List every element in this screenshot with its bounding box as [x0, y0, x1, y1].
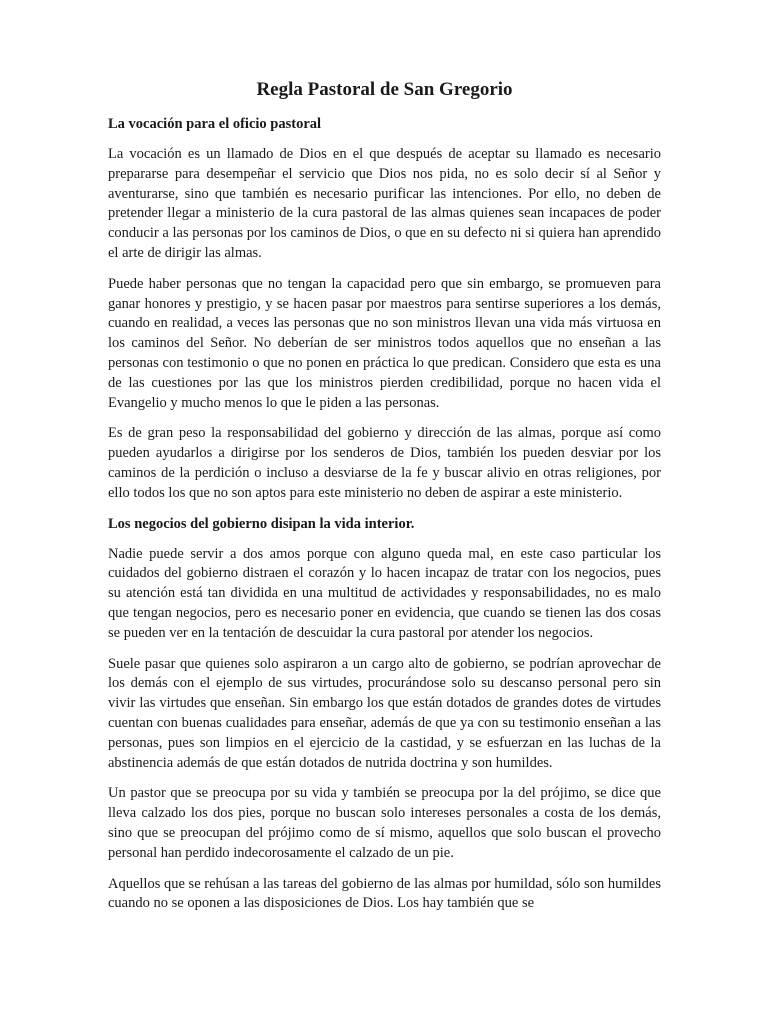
paragraph: Aquellos que se rehúsan a las tareas del gobierno de las almas por humildad, sólo son humildes cuando no se oponen a las disposiciones de Dios. Los hay también que se — [108, 875, 661, 912]
document-page — [108, 78, 661, 926]
paragraph: Puede haber personas que no tengan la capacidad pero que sin embargo, se promueven para ganar honores y prestigio, y se hacen pasar por maestros para sentirse superiores a los demás, cuando en realidad, a veces las personas que no son ministros llevan una vida más virtuosa en los caminos del Señor. No deberían de ser ministros todos aquellos que no enseñan a las personas con testimonio o que no ponen en práctica lo que predican. Considero que esta es una de las cuestiones por las que los ministros pierden credibilidad, porque no hacen vida el Evangelio y mucho menos lo que le piden a las personas. — [108, 275, 661, 411]
paragraph: Suele pasar que quienes solo aspiraron a un cargo alto de gobierno, se podrían aprovechar de los demás con el ejemplo de sus virtudes, procurándose solo su descanso personal pero sin vivir las virtudes que enseñan. Sin embargo los que están dotados de grandes dotes de virtudes cuentan con buenas cualidades para enseñar, además de que ya con su testimonio enseñan a las personas, pues son limpios en el ejercicio de la castidad, y se esfuerzan en las luchas de la abstinencia además de que están dotados de nutrida doctrina y son humildes. — [108, 655, 661, 771]
paragraph: Es de gran peso la responsabilidad del gobierno y dirección de las almas, porque así como pueden ayudarlos a dirigirse por los senderos de Dios, también los pueden desviar por los caminos de la perdición o incluso a desviarse de la fe y buscar alivio en otras religiones, por ello todos los que no son aptos para este ministerio no deben de aspirar a este ministerio. — [108, 425, 661, 501]
paragraph: Un pastor que se preocupa por su vida y también se preocupa por la del prójimo, se dice que lleva calzado los dos pies, porque no buscan solo intereses personales a costa de los demás, sino que se preocupan del prójimo como de sí mismo, aquellos que solo buscan el provecho personal han perdido indecorosamente el calzado de un pie. — [108, 785, 661, 861]
paragraph: Nadie puede servir a dos amos porque con alguno queda mal, en este caso particular los cuidados del gobierno distraen el corazón y lo hacen incapaz de tratar con los negocios, pues su atención está tan dividida en una multitud de actividades y responsabilidades, no es malo que tengan negocios, pero es necesario poner en evidencia, que cuando se tienen las dos cosas se pueden ver en la tentación de descuidar la cura pastoral por atender los negocios. — [108, 545, 661, 641]
section-heading-business: Los negocios del gobierno disipan la vida interior. — [108, 515, 415, 532]
section-heading-vocation: La vocación para el oficio pastoral — [108, 116, 322, 132]
document-title: Regla Pastoral de San Gregorio — [256, 79, 513, 100]
paragraph: La vocación es un llamado de Dios en el que después de aceptar su llamado es necesario prepararse para desempeñar el servicio que Dios nos pida, no es solo decir sí al Señor y aventurarse, sino que también es necesario purificar las intenciones. Por ello, no deben de pretender llegar a ministerio de la cura pastoral de las almas quienes sean incapaces de poder conducir a las personas por los caminos de Dios, o que en su defecto ni si quiera han aprendido el arte de dirigir las almas. — [108, 146, 661, 261]
